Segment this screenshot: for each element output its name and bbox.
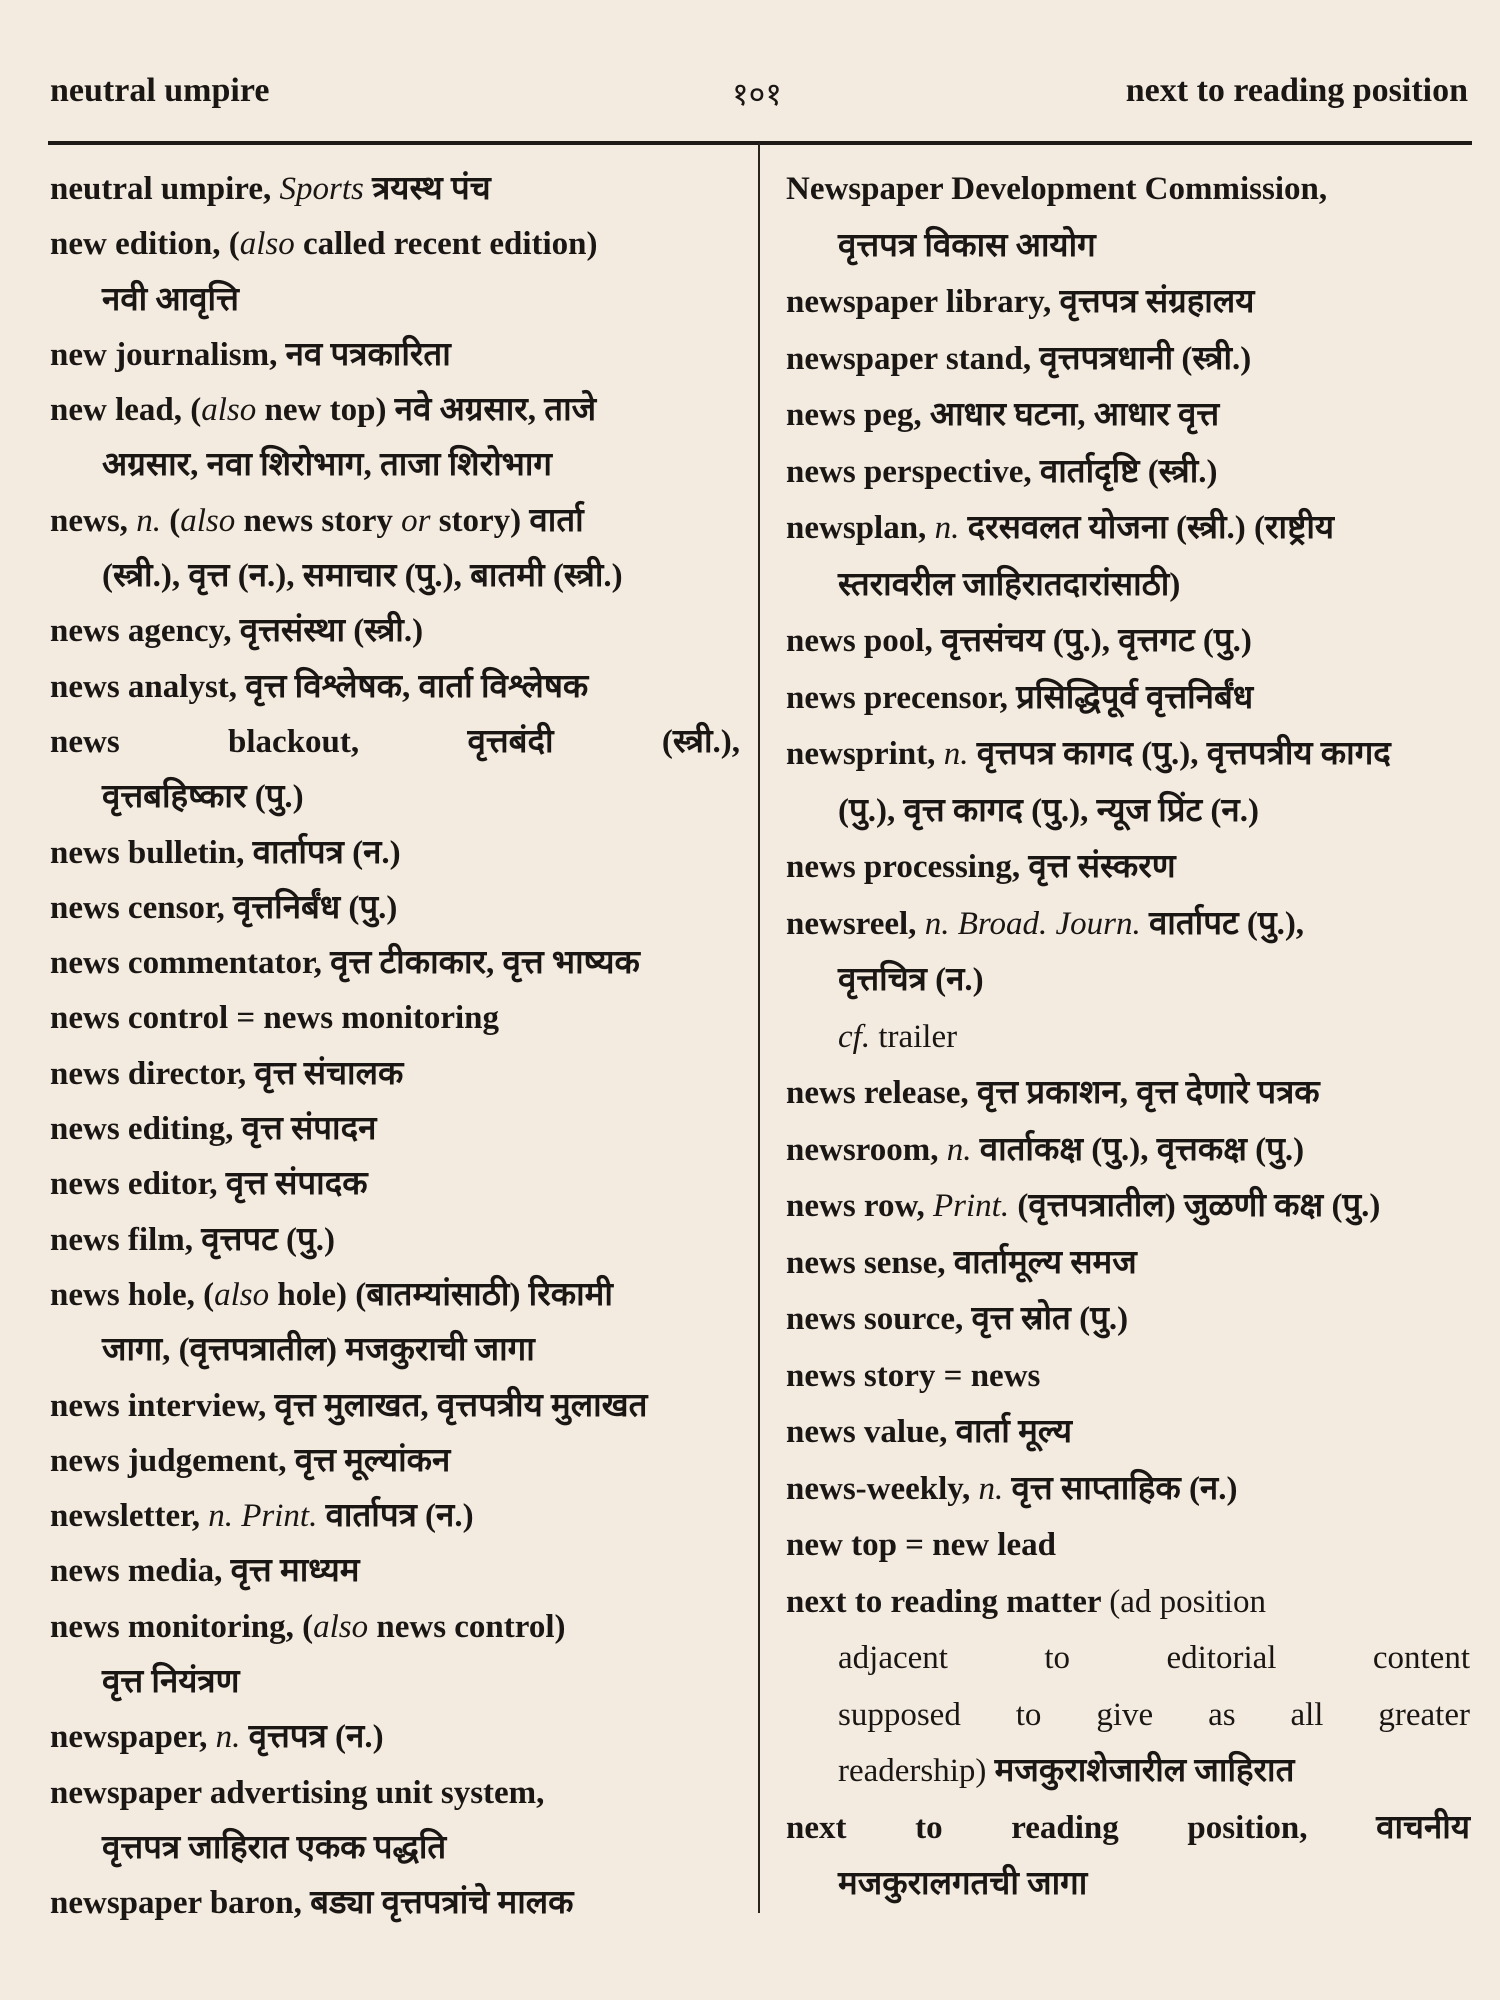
dictionary-entry <box>786 901 1470 1071</box>
entry-continuation-line <box>786 788 1470 845</box>
dictionary-entry <box>50 1383 740 1438</box>
entry-line <box>786 1805 1470 1862</box>
entry-line <box>50 1051 740 1106</box>
dictionary-entry <box>50 1051 740 1106</box>
header-rule <box>48 141 1472 145</box>
dictionary-entry <box>786 336 1470 393</box>
entry-text: newsreel, <box>786 905 925 942</box>
entry-line <box>786 166 1470 223</box>
entry-continuation-line <box>50 774 740 829</box>
dictionary-entry <box>50 387 740 498</box>
entry-line <box>50 1438 740 1493</box>
page-number: १०१ <box>732 76 782 112</box>
entry-label-italic: n. <box>136 502 161 539</box>
entry-line <box>786 1070 1470 1127</box>
entry-text: वृत्तबहिष्कार (पु.) <box>102 779 304 816</box>
dictionary-entry <box>50 830 740 885</box>
entry-continuation-line <box>786 1635 1470 1692</box>
entry-line <box>786 731 1470 788</box>
entry-text: new edition, ( <box>50 226 240 263</box>
entry-continuation-line <box>50 1659 740 1714</box>
entry-text: news value, वार्ता मूल्य <box>786 1414 1073 1450</box>
entry-line <box>786 1409 1470 1466</box>
entry-text: news editor, वृत्त संपादक <box>50 1166 368 1203</box>
entry-label-italic: n. Broad. Journ. <box>924 905 1141 942</box>
entry-text: वृत्तचित्र (न.) <box>838 962 984 998</box>
entry-text: neutral umpire, <box>50 171 280 207</box>
dictionary-entry <box>786 392 1470 449</box>
dictionary-entry <box>50 719 740 830</box>
entry-continuation-line <box>786 562 1470 619</box>
entry-label-italic: also <box>239 226 295 263</box>
entry-continuation-line <box>786 1014 1470 1071</box>
entry-text: newspaper stand, वृत्तपत्रधानी (स्त्री.) <box>786 340 1252 377</box>
entry-text: (स्त्री.), वृत्त (न.), समाचार (पु.), बातमी (स्त्री.) <box>102 558 623 595</box>
entry-text: news agency, वृत्तसंस्था (स्त्री.) <box>50 613 424 650</box>
dictionary-entry <box>786 1805 1470 1918</box>
entry-continuation-line <box>50 553 740 608</box>
entry-text: news bulletin, वार्तापत्र (न.) <box>50 834 401 871</box>
entry-line <box>50 166 740 221</box>
entry-text: वृत्तपत्र कागद (पु.), वृत्तपत्रीय कागद <box>968 736 1391 772</box>
entry-label-italic: also <box>201 392 257 429</box>
entry-text: news source, वृत्त स्रोत (पु.) <box>786 1301 1129 1337</box>
entry-line <box>50 608 740 663</box>
entry-text: news hole, ( <box>50 1276 215 1313</box>
entry-label-italic: n. <box>215 1719 241 1756</box>
entry-text: ( <box>160 502 181 539</box>
dictionary-entry <box>786 1522 1470 1579</box>
entry-text: news interview, वृत्त मुलाखत, वृत्तपत्रीय मुलाखत <box>50 1387 648 1424</box>
entry-text: news editing, वृत्त संपादन <box>50 1111 377 1148</box>
entry-text: newspaper baron, बड्या वृत्तपत्रांचे मालक <box>50 1885 574 1922</box>
column-divider <box>758 143 760 1913</box>
entry-text: मजकुरालगतची जागा <box>838 1866 1088 1902</box>
entry-text: next to reading position, वाचनीय <box>786 1809 1470 1846</box>
entry-line <box>786 279 1470 336</box>
entry-line <box>50 995 740 1050</box>
dictionary-entry <box>50 221 740 332</box>
entry-text: next to reading matter <box>786 1583 1110 1620</box>
entry-line <box>50 940 740 995</box>
entry-continuation-line <box>786 957 1470 1014</box>
dictionary-entry <box>50 1714 740 1769</box>
dictionary-entry <box>50 664 740 719</box>
entry-line <box>50 664 740 719</box>
dictionary-entry <box>50 1493 740 1548</box>
dictionary-entry <box>786 844 1470 901</box>
entry-text: वृत्त नियंत्रण <box>102 1664 240 1701</box>
entry-label-italic: also <box>180 502 236 539</box>
entry-text: वार्तापत्र (न.) <box>317 1498 474 1535</box>
entry-text: news monitoring, ( <box>50 1608 314 1645</box>
entry-label-italic: Print. <box>933 1188 1010 1224</box>
dictionary-entry <box>50 995 740 1050</box>
entry-line <box>50 1272 740 1327</box>
dictionary-entry <box>786 279 1470 336</box>
left-column <box>50 166 740 1936</box>
entry-continuation-line <box>786 1748 1470 1805</box>
entry-text: news censor, वृत्तनिर्बंध (पु.) <box>50 889 398 926</box>
entry-continuation-line <box>786 223 1470 280</box>
entry-line <box>786 844 1470 901</box>
entry-line <box>50 1548 740 1603</box>
entry-text: newsplan, <box>786 510 935 546</box>
entry-line <box>786 618 1470 675</box>
entry-label-italic: n. <box>946 1131 972 1168</box>
entry-text: वृत्तपत्र (न.) <box>240 1719 384 1756</box>
entry-line <box>50 885 740 940</box>
entry-text: news control) <box>368 1608 566 1645</box>
entry-line <box>50 1161 740 1216</box>
dictionary-entry <box>786 1466 1470 1523</box>
dictionary-entry <box>786 1183 1470 1240</box>
entry-continuation-line <box>786 1861 1470 1918</box>
entry-line <box>786 392 1470 449</box>
entry-label-italic: or <box>401 502 431 539</box>
entry-line <box>786 1127 1470 1184</box>
entry-text: news peg, आधार घटना, आधार वृत्त <box>786 397 1220 433</box>
entry-text: adjacent to editorial content <box>838 1640 1470 1676</box>
entry-line <box>50 332 740 387</box>
entry-text: newsprint, <box>786 736 944 772</box>
entry-text: new lead, ( <box>50 392 202 429</box>
entry-line <box>786 336 1470 393</box>
entry-text: news pool, वृत्तसंचय (पु.), वृत्तगट (पु.) <box>786 623 1252 659</box>
entry-text: newsroom, <box>786 1131 947 1168</box>
entry-text: वृत्तपत्र विकास आयोग <box>838 227 1096 264</box>
entry-text: new top) नवे अग्रसार, ताजे <box>256 392 597 429</box>
entry-text: वार्तापट (पु.), <box>1140 905 1305 942</box>
entry-label-italic: also <box>313 1608 369 1645</box>
dictionary-entry <box>50 608 740 663</box>
entry-continuation-line <box>786 1692 1470 1749</box>
entry-text: जागा, (वृत्तपत्रातील) मजकुराची जागा <box>102 1332 535 1369</box>
entry-continuation-line <box>50 277 740 332</box>
dictionary-entry <box>786 1070 1470 1127</box>
entry-line <box>786 1183 1470 1240</box>
entry-text: मजकुराशेजारील जाहिरात <box>986 1753 1295 1789</box>
entry-line <box>50 719 740 774</box>
entry-label-italic: n. Print. <box>208 1498 318 1535</box>
entry-text: news row, <box>786 1188 933 1224</box>
entry-text: hole) (बातम्यांसाठी) रिकामी <box>269 1276 613 1313</box>
entry-text: (पु.), वृत्त कागद (पु.), न्यूज प्रिंट (न.) <box>838 792 1259 829</box>
entry-text: news blackout, वृत्तबंदी (स्त्री.), <box>50 723 740 760</box>
dictionary-entry <box>50 1272 740 1383</box>
dictionary-entry <box>786 675 1470 732</box>
entry-line <box>786 901 1470 958</box>
dictionary-entry <box>786 731 1470 844</box>
entry-text: स्तरावरील जाहिरातदारांसाठी) <box>838 566 1181 603</box>
entry-text: नवी आवृत्ति <box>102 281 239 318</box>
entry-line <box>786 1522 1470 1579</box>
entry-continuation-line <box>50 442 740 497</box>
entry-line <box>786 505 1470 562</box>
entry-text: newspaper advertising unit system, <box>50 1774 545 1811</box>
entry-line <box>786 1240 1470 1297</box>
entry-text: newspaper library, वृत्तपत्र संग्रहालय <box>786 284 1255 320</box>
dictionary-entry <box>786 1240 1470 1297</box>
entry-text: news-weekly, <box>786 1470 979 1507</box>
entry-line <box>50 1383 740 1438</box>
entry-text: news analyst, वृत्त विश्लेषक, वार्ता विश्लेषक <box>50 668 589 705</box>
entry-text: news perspective, वार्तादृष्टि (स्त्री.) <box>786 453 1218 490</box>
entry-text: (वृत्तपत्रातील) जुळणी कक्ष (पु.) <box>1009 1188 1381 1224</box>
running-head-left: neutral umpire <box>50 72 270 109</box>
entry-continuation-line <box>50 1327 740 1382</box>
entry-line <box>786 1466 1470 1523</box>
dictionary-entry <box>786 1296 1470 1353</box>
entry-label-italic: n. <box>943 736 969 772</box>
entry-line <box>786 1353 1470 1410</box>
dictionary-entry <box>786 1127 1470 1184</box>
dictionary-entry <box>50 1161 740 1216</box>
entry-line <box>786 675 1470 732</box>
entry-label-italic: n. <box>978 1470 1004 1507</box>
dictionary-entry <box>50 1217 740 1272</box>
dictionary-entry <box>50 1604 740 1715</box>
entry-text: news sense, वार्तामूल्य समज <box>786 1244 1137 1281</box>
entry-line <box>50 1217 740 1272</box>
running-head-right: next to reading position <box>1125 72 1468 109</box>
entry-text: news release, वृत्त प्रकाशन, वृत्त देणारे पत्रक <box>786 1075 1320 1111</box>
entry-text: वार्ताकक्ष (पु.), वृत्तकक्ष (पु.) <box>971 1131 1305 1168</box>
entry-text: new journalism, नव पत्रकारिता <box>50 336 451 373</box>
entry-text: त्रयस्थ पंच <box>363 171 491 207</box>
dictionary-entry <box>50 1880 740 1935</box>
entry-text: news, <box>50 502 137 539</box>
entry-line <box>50 498 740 553</box>
dictionary-entry <box>50 1106 740 1161</box>
entry-text: वृत्त साप्ताहिक (न.) <box>1003 1470 1238 1507</box>
entry-line <box>50 1604 740 1659</box>
entry-text: news director, वृत्त संचालक <box>50 1055 404 1092</box>
entry-text: news commentator, वृत्त टीकाकार, वृत्त भाष्यक <box>50 945 640 982</box>
entry-text: वृत्तपत्र जाहिरात एकक पद्धति <box>102 1829 447 1866</box>
entry-label-italic: also <box>214 1276 270 1313</box>
dictionary-entry <box>50 1548 740 1603</box>
entry-text: news processing, वृत्त संस्करण <box>786 849 1176 885</box>
entry-text: news judgement, वृत्त मूल्यांकन <box>50 1442 451 1479</box>
entry-text: supposed to give as all greater <box>838 1696 1470 1733</box>
entry-label-italic: n. <box>934 510 960 546</box>
dictionary-entry <box>50 166 740 221</box>
entry-line <box>50 1106 740 1161</box>
entry-line <box>50 1493 740 1548</box>
entry-line <box>786 1296 1470 1353</box>
entry-label-italic: Sports <box>279 171 364 207</box>
entry-text: readership) <box>838 1753 987 1789</box>
dictionary-entry <box>50 940 740 995</box>
dictionary-entry <box>50 332 740 387</box>
entry-text: news precensor, प्रसिद्धिपूर्व वृत्तनिर्बंध <box>786 679 1254 716</box>
dictionary-entry <box>786 1579 1470 1805</box>
dictionary-entry <box>50 885 740 940</box>
entry-text: news story <box>235 502 402 539</box>
entry-line <box>50 1880 740 1935</box>
dictionary-entry <box>50 498 740 609</box>
entry-line <box>50 1714 740 1769</box>
right-column <box>786 166 1470 1918</box>
entry-line <box>786 449 1470 506</box>
entry-text: trailer <box>870 1018 958 1055</box>
entry-text: Newspaper Development Commission, <box>786 171 1328 207</box>
entry-text: newsletter, <box>50 1498 209 1535</box>
dictionary-entry <box>50 1770 740 1881</box>
entry-text: new top = new lead <box>786 1527 1056 1563</box>
entry-text: news story = news <box>786 1357 1041 1394</box>
entry-line <box>50 830 740 885</box>
entry-text: अग्रसार, नवा शिरोभाग, ताजा शिरोभाग <box>102 447 552 484</box>
dictionary-entry <box>50 1438 740 1493</box>
dictionary-entry <box>786 449 1470 506</box>
entry-text: news media, वृत्त माध्यम <box>50 1553 360 1590</box>
entry-text: called recent edition) <box>294 226 598 263</box>
entry-text: news control = news monitoring <box>50 1000 500 1037</box>
entry-continuation-line <box>50 1825 740 1880</box>
dictionary-entry <box>786 618 1470 675</box>
entry-text: story) वार्ता <box>430 502 584 539</box>
entry-line <box>50 221 740 276</box>
dictionary-entry <box>786 1409 1470 1466</box>
dictionary-entry <box>786 505 1470 618</box>
entry-line <box>50 387 740 442</box>
entry-text: news film, वृत्तपट (पु.) <box>50 1221 335 1258</box>
entry-label-italic: cf. <box>838 1018 871 1055</box>
entry-line <box>50 1770 740 1825</box>
entry-text: (ad position <box>1109 1583 1266 1620</box>
dictionary-entry <box>786 1353 1470 1410</box>
entry-line <box>786 1579 1470 1636</box>
entry-text: newspaper, <box>50 1719 216 1756</box>
entry-text: दरसवलत योजना (स्त्री.) (राष्ट्रीय <box>959 510 1335 546</box>
dictionary-entry <box>786 166 1470 279</box>
